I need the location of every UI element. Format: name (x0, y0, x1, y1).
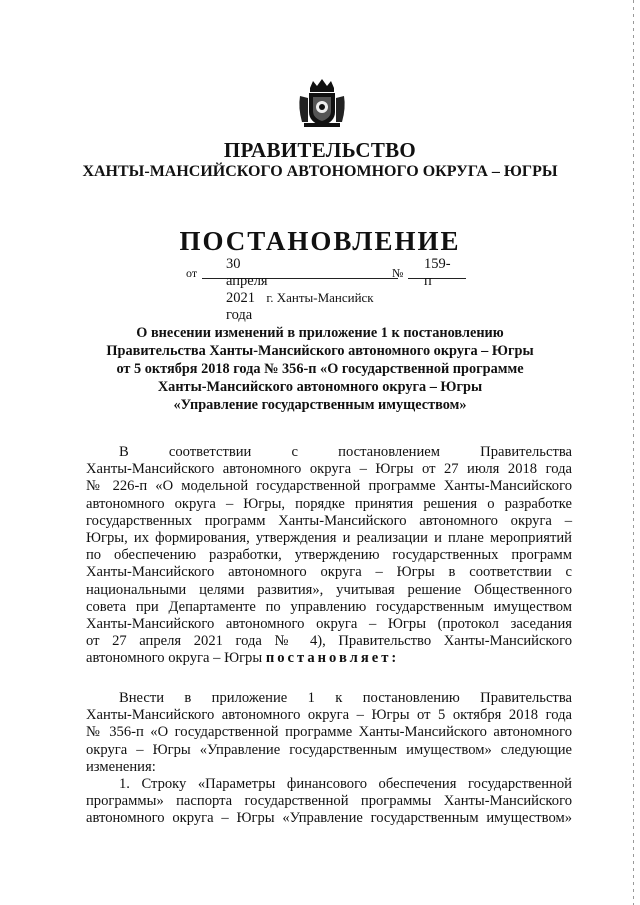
decree-subject (0, 324, 640, 414)
decree-date: 30 апреля 2021 года (226, 256, 268, 323)
subject-line: «Управление государственным имуществом» (173, 397, 467, 413)
text-line: Внести в приложение 1 к постановлению Правительства (119, 690, 572, 706)
government-title: ПРАВИТЕЛЬСТВО (223, 138, 417, 162)
subject-line: от 5 октября 2018 года № 356-п «О государственной программе (116, 361, 524, 377)
subject-line: О внесении изменений в приложение 1 к постановлению (136, 325, 504, 341)
text-line: В соответствии с постановлением Правительства (119, 444, 572, 460)
text-line: автономного округа – Югры «Управление государственным имуществом» (86, 810, 572, 827)
scan-edge (633, 0, 634, 905)
text-line: № 226-п «О модельной государственной программе Ханты-Мансийского (86, 478, 572, 495)
subject-line: Правительства Ханты-Мансийского автономного округа – Югры (106, 343, 534, 359)
text-line: Ханты-Мансийского автономного округа – Югры в соответствии с (86, 564, 572, 581)
decree-number: 159-п (424, 256, 451, 289)
decree-city: г. Ханты-Мансийск (266, 290, 374, 305)
resolves-keyword: постановляет: (265, 650, 400, 667)
text-line: округа – Югры «Управление государственным имуществом» следующие (86, 741, 572, 758)
text-line: национальными целями развития», учитывая решение Общественного (86, 581, 572, 598)
text-line (86, 650, 572, 667)
text-line: по обеспечению разработки, утверждению государственных программ (86, 547, 572, 564)
paragraph-resolution (86, 690, 572, 828)
text-line: № 356-п «О государственной программе Ханты-Мансийского автономного (86, 724, 572, 741)
text-fragment: автономного округа – Югры (86, 650, 266, 667)
text-line: от 27 апреля 2021 года № 4), Правительство Ханты-Мансийского (86, 633, 572, 650)
text-line: совета при Департаменте по управлению государственным имуществом (86, 598, 572, 615)
text-line: автономного округа – Югры, порядке принятия решения о разработке (86, 495, 572, 512)
date-prefix: от (186, 266, 198, 280)
text-line: 1. Строку «Параметры финансового обеспечения государственной (119, 776, 572, 793)
paragraph-preamble (86, 444, 572, 668)
text-line: изменения: (86, 758, 156, 775)
text-line: Ханты-Мансийского автономного округа – Югры от 5 октября 2018 года (86, 707, 572, 724)
text-line: Ханты-Мансийского автономного округа – Югры от 27 июля 2018 года (86, 461, 572, 478)
text-line: Ханты-Мансийского автономного округа – Югры (протокол заседания (86, 616, 572, 633)
subject-line: Ханты-Мансийского автономного округа – Югры (157, 379, 483, 395)
decree-title: ПОСТАНОВЛЕНИЕ (179, 226, 461, 256)
number-prefix: № (392, 266, 404, 280)
government-subtitle: ХАНТЫ-МАНСИЙСКОГО АВТОНОМНОГО ОКРУГА – ЮГРЫ (82, 163, 558, 180)
text-line: программы» паспорта государственной программы Ханты-Мансийского (86, 793, 572, 810)
text-line: государственных программ Ханты-Мансийского автономного округа – (86, 512, 572, 529)
text-line: Югры, их формирования, утверждения и реализации и плане мероприятий (86, 530, 572, 547)
coat-of-arms-icon (296, 78, 348, 128)
